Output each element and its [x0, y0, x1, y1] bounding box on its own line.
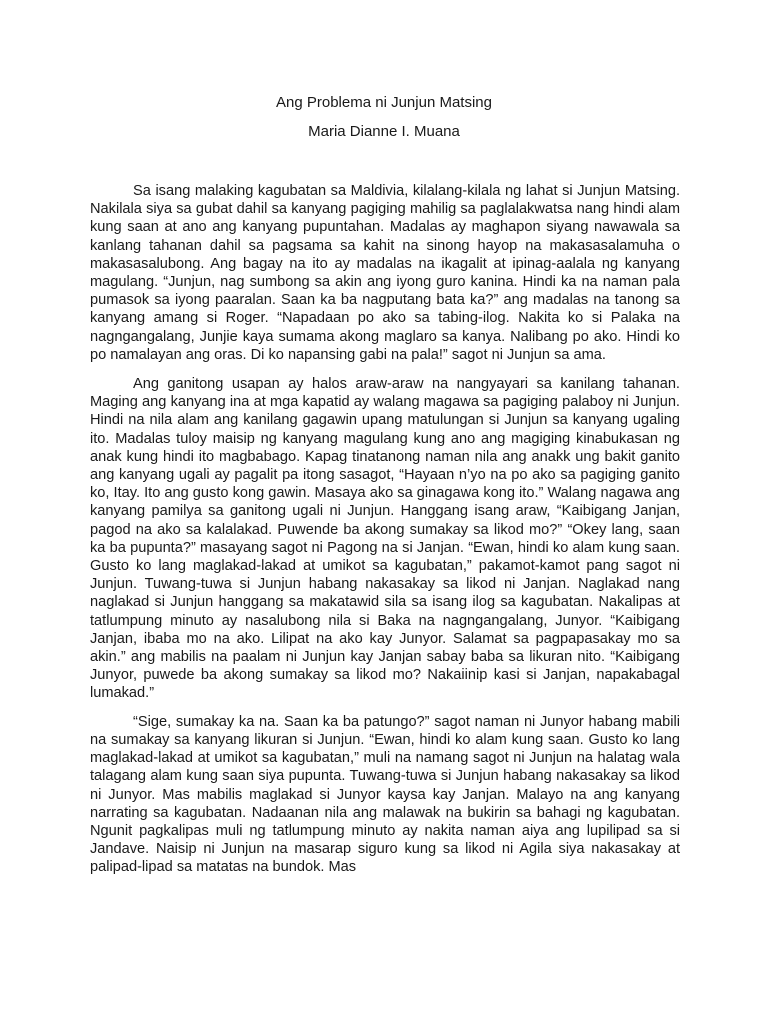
document-title: Ang Problema ni Junjun Matsing — [276, 94, 492, 111]
document-author: Maria Dianne I. Muana — [308, 123, 460, 140]
paragraph-2: Ang ganitong usapan ay halos araw-araw na nangyayari sa kanilang tahanan. Maging ang kanyang ina at mga kapatid ay walang magawa sa pagiging palaboy ni Junjun. Hindi na nila alam ang kanilang gagawin upang matulungan si Junjun sa kanyang ugaling ito. Madalas tuloy maisip ng kanyang magulang kung ano ang magiging kinabukasan ng anak kung hindi ito magbabago. Kapag tinatanong naman nila ang anakk ung bakit ganito ang kanyang ugali ay pagalit pa itong sasagot, “Hayaan n’yo na po ako sa pagiging ganito ko, Itay. Ito ang gusto kong gawin. Masaya ako sa ginagawa kong ito.” Walang nagawa ang kanyang pamilya sa ganitong ugali ni Junjun. Hanggang isang araw, “Kaibigang Janjan, pagod na ako sa kalalakad. Puwende ba akong sumakay sa likod mo?” “Okey lang, saan ka ba pupunta?” masayang sagot ni Pagong na si Janjan. “Ewan, hindi ko alam kung saan. Gusto ko lang maglakad-lakad at umikot sa kagubatan,” pakamot-kamot pang sagot ni Junjun. Tuwang-tuwa si Junjun habang nakasakay sa likod ni Janjan. Naglakad nang naglakad si Junjun hanggang sa makatawid sila sa isang ilog sa kagubatan. Nakalipas at tatlumpung minuto ay nasalubong nila si Baka na nagngangalang, Junyor. “Kaibigang Janjan, ibaba mo na ako. Lilipat na ako kay Junyor. Salamat sa pagpapasakay mo sa akin.” ang mabilis na paalam ni Junjun kay Janjan sabay baba sa likuran nito. “Kaibigang Junyor, puwede ba akong sumakay sa likod mo? Nakaiinip kasi si Janjan, napakabagal lumakad.” — [90, 376, 680, 702]
document-body — [90, 182, 680, 888]
paragraph-3: “Sige, sumakay ka na. Saan ka ba patungo?” sagot naman ni Junyor habang mabili na sumakay sa kanyang likuran si Junjun. “Ewan, hindi ko alam kung saan. Gusto ko lang maglakad-lakad at umikot sa kagubatan,” muli na namang sagot ni Junjun na halatag wala talagang alam kung saan siya pupunta. Tuwang-tuwa si Junjun habang nakasakay sa likod ni Junyor. Mas mabilis maglakad si Junyor kaysa kay Janjan. Malayo na ang kanyang narrating sa kagubatan. Nadaanan nila ang malawak na bukirin sa bahagi ng kagubatan. Ngunit pagkalipas muli ng tatlumpung minuto ay nakita naman aiya ang lupilipad sa si Jandave. Naisip ni Junjun na masarap siguro kung sa likod ni Agila siya nakasakay at palipad-lipad sa matatas na bundok. Mas — [90, 713, 680, 876]
paragraph-1: Sa isang malaking kagubatan sa Maldivia, kilalang-kilala ng lahat si Junjun Matsing. Nakilala siya sa gubat dahil sa kanyang pagiging mahilig sa paglalakwatsa nang hindi alam kung saan at ano ang kanyang pupuntahan. Madalas ay maghapon siyang nawawala sa kanlang tahanan dahil sa pagsama sa kahit na sinong hayop na makasasalamuha o makasasalubong. Ang bagay na ito ay madalas na ikagalit at ipinag-aalala ng kanyang magulang. “Junjun, nag sumbong sa akin ang iyong guro kanina. Hindi ka na naman pala pumasok sa iyong paaralan. Saan ka ba nagputang bata ka?” ang madalas na tanong sa kanyang amang si Roger. “Napadaan po ako sa tabing-ilog. Nakita ko si Palaka na nagngangalang, Junjie kaya sumama akong maglaro sa kanya. Nalibang po ako. Hindi ko po namalayan ang oras. Di ko napansing gabi na pala!” sagot ni Junjun sa ama. — [90, 183, 680, 363]
